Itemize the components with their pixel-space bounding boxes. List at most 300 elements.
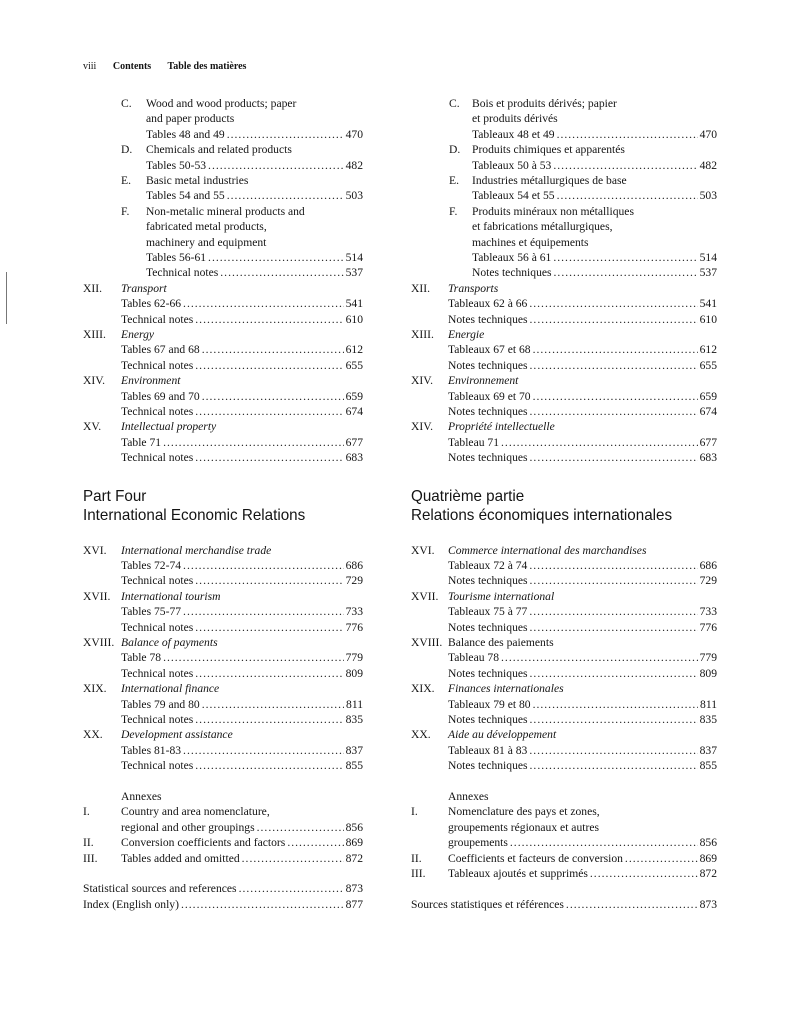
- toc-entry-text: Intellectual property: [121, 420, 217, 434]
- toc-entry: [411, 358, 717, 373]
- toc-entry-text: Produits chimiques et apparentés: [472, 143, 625, 157]
- dot-leader: [554, 265, 698, 280]
- toc-entry: [411, 681, 717, 696]
- toc-entry: [411, 697, 717, 712]
- toc-entry-page: 873: [699, 897, 717, 911]
- toc-entry-number: XV.: [83, 420, 102, 434]
- toc-entry-text: Index (English only): [83, 897, 179, 911]
- toc-entry-text: machines et équipements: [472, 235, 589, 249]
- toc-entry-text: Notes techniques: [448, 574, 528, 588]
- toc-entry-number: XVI.: [411, 543, 435, 557]
- dot-leader: [202, 697, 344, 712]
- toc-entry: [83, 96, 363, 111]
- toc-entry-text: Tables 56-61: [146, 251, 207, 264]
- toc-entry: [83, 558, 363, 573]
- toc-entry-text: Notes techniques: [448, 759, 528, 773]
- toc-entry-text: Tableaux 79 et 80: [448, 697, 531, 711]
- part-title-line-1: Quatrième partie: [411, 488, 525, 506]
- scan-edge-mark: [6, 272, 7, 324]
- dot-leader: [501, 650, 698, 665]
- dot-leader: [553, 158, 697, 173]
- toc-entry: [411, 312, 717, 327]
- toc-entry: [83, 327, 363, 342]
- toc-entry-page: 872: [699, 867, 717, 880]
- toc-entry-text: International tourism: [121, 589, 221, 603]
- toc-entry: [411, 265, 717, 280]
- toc-entry-text: Commerce international des marchandises: [448, 543, 647, 557]
- toc-entry-text: Notes techniques: [448, 666, 528, 680]
- toc-entry: [411, 743, 717, 758]
- toc-entry-text: Bois et produits dérivés; papier: [472, 97, 617, 110]
- toc-entry: [411, 188, 717, 203]
- toc-entry-text: Notes techniques: [448, 405, 528, 418]
- toc-entry-page: 677: [699, 435, 717, 449]
- toc-entry-page: 655: [699, 358, 717, 372]
- dot-leader: [195, 312, 343, 327]
- toc-entry: [411, 327, 717, 342]
- toc-entry: [83, 897, 363, 912]
- toc-entry-page: 612: [699, 343, 717, 357]
- toc-entry-page: 537: [699, 266, 717, 280]
- dot-leader: [183, 604, 344, 619]
- toc-entry-page: 659: [345, 389, 363, 403]
- toc-entry: [83, 589, 363, 604]
- toc-entry-number: D.: [449, 143, 461, 157]
- toc-entry-text: Finances internationales: [448, 682, 564, 696]
- toc-entry-text: Produits minéraux non métalliques: [472, 204, 634, 218]
- toc-entry: [411, 666, 717, 681]
- toc-entry: [83, 188, 363, 203]
- toc-entry-text: Notes techniques: [448, 620, 528, 634]
- toc-entry: [411, 296, 717, 311]
- dot-leader: [195, 758, 343, 773]
- dot-leader: [530, 312, 698, 327]
- toc-entry: [411, 589, 717, 604]
- toc-entry-text: Tableaux 48 et 49: [472, 127, 555, 141]
- dot-leader: [208, 250, 344, 265]
- part-title-line-2: Relations économiques internationales: [411, 507, 673, 525]
- toc-entry: [83, 650, 363, 665]
- dot-leader: [195, 712, 343, 727]
- toc-entry-page: 811: [346, 697, 363, 711]
- toc-entry-number: III.: [83, 851, 98, 865]
- dot-leader: [590, 866, 698, 881]
- dot-leader: [510, 835, 698, 850]
- toc-entry-text: Chemicals and related products: [146, 143, 292, 157]
- toc-entry-page: 470: [699, 127, 717, 141]
- toc-entry-page: 877: [345, 897, 363, 911]
- toc-entry-number: XVIII.: [83, 636, 115, 649]
- toc-entry-text: Transport: [121, 281, 167, 295]
- toc-entry: [411, 635, 717, 650]
- dot-leader: [533, 697, 698, 712]
- toc-entry-page: 514: [699, 251, 717, 264]
- toc-entry: [83, 450, 363, 465]
- toc-entry: [411, 235, 717, 250]
- dot-leader: [195, 450, 343, 465]
- toc-entry-number: XII.: [411, 281, 430, 295]
- dot-leader: [220, 265, 343, 280]
- toc-entry: [83, 543, 363, 558]
- toc-entry: [411, 142, 717, 157]
- toc-entry-page: 779: [345, 651, 363, 665]
- dot-leader: [183, 558, 344, 573]
- toc-entry-text: Technical notes: [121, 312, 194, 326]
- toc-entry: [411, 727, 717, 742]
- toc-entry-page: 674: [699, 405, 717, 418]
- toc-entry: [411, 111, 717, 126]
- dot-leader: [529, 743, 697, 758]
- toc-entry: [83, 712, 363, 727]
- toc-entry-text: Tables 54 and 55: [146, 189, 225, 203]
- toc-entry-page: 482: [345, 158, 363, 172]
- dot-leader: [163, 435, 344, 450]
- toc-entry-number: XX.: [83, 728, 103, 742]
- toc-entry-text: Sources statistiques et références: [411, 897, 564, 911]
- dot-leader: [208, 158, 344, 173]
- toc-entry-text: Technical notes: [121, 666, 194, 680]
- toc-entry-page: 470: [345, 127, 363, 141]
- toc-entry-text: Tableaux ajoutés et supprimés: [448, 867, 588, 880]
- toc-entry: [83, 881, 363, 896]
- toc-entry-text: groupements régionaux et autres: [448, 820, 599, 834]
- toc-entry-page: 729: [699, 574, 717, 588]
- toc-entry: [83, 666, 363, 681]
- toc-entry: [83, 758, 363, 773]
- toc-entry: [411, 127, 717, 142]
- running-header: [83, 61, 260, 72]
- toc-entry: [411, 897, 717, 912]
- toc-entry: [411, 389, 717, 404]
- part-heading-fr: [411, 487, 725, 525]
- dot-leader: [195, 620, 343, 635]
- toc-entry: [411, 789, 717, 804]
- toc-entry-text: Tables 67 and 68: [121, 343, 200, 357]
- toc-entry-text: Environment: [121, 374, 181, 388]
- dot-leader: [239, 881, 344, 896]
- toc-entry-number: F.: [121, 204, 130, 218]
- header-title-en: Contents: [112, 61, 152, 72]
- toc-entry-text: Tableaux 56 à 61: [472, 251, 552, 264]
- dot-leader: [530, 573, 698, 588]
- toc-entry: [411, 866, 717, 881]
- toc-entry-text: Environnement: [448, 374, 519, 388]
- toc-entry-page: 537: [345, 266, 363, 280]
- toc-entry: [411, 450, 717, 465]
- toc-entry-text: Tableaux 67 et 68: [448, 343, 531, 357]
- toc-entry: [411, 435, 717, 450]
- dot-leader: [530, 758, 698, 773]
- toc-entry-page: 856: [345, 820, 363, 834]
- toc-entry-text: Coefficients et facteurs de conversion: [448, 851, 623, 865]
- toc-entry: [83, 851, 363, 866]
- toc-entry: [83, 250, 363, 265]
- toc-entry-number: E.: [121, 174, 131, 187]
- toc-entry-text: Tableaux 62 à 66: [448, 297, 528, 311]
- toc-entry-text: Technical notes: [121, 713, 194, 726]
- toc-entry: [411, 712, 717, 727]
- toc-entry: [83, 219, 363, 234]
- toc-entry: [411, 558, 717, 573]
- toc-entry-text: Development assistance: [121, 728, 233, 742]
- toc-entry-number: II.: [83, 836, 94, 850]
- toc-entry-page: 733: [345, 605, 363, 619]
- toc-entry: [411, 158, 717, 173]
- dot-leader: [163, 650, 344, 665]
- page-number: viii: [83, 61, 97, 72]
- dot-leader: [530, 666, 698, 681]
- dot-leader: [195, 358, 343, 373]
- toc-entry-text: groupements: [448, 836, 508, 850]
- dot-leader: [529, 604, 697, 619]
- toc-entry-text: Notes techniques: [448, 358, 528, 372]
- toc-entry-number: E.: [449, 174, 459, 187]
- toc-entry: [83, 342, 363, 357]
- toc-entry-number: C.: [121, 97, 132, 110]
- toc-entry-text: et fabrications métallurgiques,: [472, 220, 613, 234]
- toc-entry-page: 835: [345, 713, 363, 726]
- dot-leader: [242, 851, 344, 866]
- toc-entry-text: Tableaux 50 à 53: [472, 158, 552, 172]
- toc-entry: [411, 758, 717, 773]
- toc-entry-number: XII.: [83, 281, 102, 295]
- toc-entry-number: XIX.: [411, 682, 435, 696]
- toc-entry-number: XIV.: [83, 374, 106, 388]
- toc-entry-page: 503: [345, 189, 363, 203]
- dot-leader: [202, 389, 344, 404]
- toc-entry-text: Annexes: [448, 790, 489, 803]
- toc-entry-number: III.: [411, 867, 426, 880]
- toc-entry-page: 482: [699, 158, 717, 172]
- toc-entry-number: C.: [449, 97, 460, 110]
- toc-entry: [83, 681, 363, 696]
- toc-entry-page: 514: [345, 251, 363, 264]
- toc-entry-number: XIII.: [83, 328, 106, 341]
- toc-entry-number: XVI.: [83, 543, 107, 557]
- toc-entry-text: Annexes: [121, 790, 162, 803]
- toc-entry: [83, 111, 363, 126]
- toc-entry: [83, 604, 363, 619]
- toc-entry: [83, 727, 363, 742]
- toc-entry-number: XVII.: [83, 589, 111, 603]
- toc-entry-text: Tableaux 69 et 70: [448, 389, 531, 403]
- toc-entry: [83, 373, 363, 388]
- toc-entry-text: Energy: [121, 328, 155, 341]
- toc-entry: [83, 312, 363, 327]
- toc-entry-page: 733: [699, 605, 717, 619]
- toc-entry: [83, 820, 363, 835]
- toc-entry-number: XVII.: [411, 589, 439, 603]
- toc-entry: [83, 620, 363, 635]
- dot-leader: [183, 296, 344, 311]
- dot-leader: [530, 712, 698, 727]
- dot-leader: [557, 188, 698, 203]
- toc-entry-text: Balance of payments: [121, 636, 218, 649]
- toc-entry-text: International merchandise trade: [121, 543, 272, 557]
- toc-entry-page: 855: [699, 759, 717, 773]
- toc-entry: [83, 404, 363, 419]
- toc-entry-text: Transports: [448, 281, 499, 295]
- toc-entry-page: 776: [345, 620, 363, 634]
- dot-leader: [227, 188, 344, 203]
- toc-entry-number: II.: [411, 851, 422, 865]
- toc-entry-number: I.: [411, 805, 418, 819]
- toc-entry-page: 856: [699, 836, 717, 850]
- toc-entry: [411, 173, 717, 188]
- toc-entry-page: 872: [345, 851, 363, 865]
- toc-entry: [83, 573, 363, 588]
- toc-entry-number: XX.: [411, 728, 431, 742]
- toc-entry-text: Tables 48 and 49: [146, 127, 225, 141]
- toc-entry-text: Technical notes: [121, 759, 194, 773]
- toc-entry: [411, 96, 717, 111]
- toc-entry-page: 659: [699, 389, 717, 403]
- toc-entry-text: Tourisme international: [448, 589, 555, 603]
- toc-entry: [411, 219, 717, 234]
- toc-entry-number: XVIII.: [411, 636, 443, 649]
- dot-leader: [530, 404, 698, 419]
- toc-entry-page: 612: [345, 343, 363, 357]
- toc-entry: [83, 296, 363, 311]
- toc-entry-text: Basic metal industries: [146, 174, 249, 187]
- toc-entry-text: Industries métallurgiques de base: [472, 174, 627, 187]
- toc-entry-page: 677: [345, 435, 363, 449]
- dot-leader: [533, 389, 698, 404]
- toc-entry-page: 655: [345, 358, 363, 372]
- dot-leader: [533, 342, 698, 357]
- toc-entry-text: regional and other groupings: [121, 820, 255, 834]
- toc-entry-text: Technical notes: [146, 266, 219, 280]
- dot-leader: [287, 835, 343, 850]
- dot-leader: [530, 450, 698, 465]
- toc-entry-text: machinery and equipment: [146, 235, 267, 249]
- dot-leader: [181, 897, 344, 912]
- toc-entry: [411, 804, 717, 819]
- dot-leader: [553, 250, 697, 265]
- toc-entry: [411, 851, 717, 866]
- toc-entry: [411, 373, 717, 388]
- toc-entry: [83, 804, 363, 819]
- part-title-line-1: Part Four: [83, 488, 147, 506]
- dot-leader: [195, 404, 343, 419]
- toc-entry: [83, 204, 363, 219]
- toc-entry-text: Statistical sources and references: [83, 882, 237, 896]
- toc-entry-text: Notes techniques: [448, 312, 528, 326]
- toc-entry-text: Notes techniques: [448, 451, 528, 465]
- toc-entry-number: I.: [83, 805, 90, 819]
- toc-entry-text: Energie: [448, 328, 485, 341]
- toc-entry-text: et produits dérivés: [472, 112, 558, 126]
- toc-entry: [83, 835, 363, 850]
- toc-entry-text: fabricated metal products,: [146, 220, 267, 234]
- toc-entry: [411, 250, 717, 265]
- toc-entry: [83, 265, 363, 280]
- toc-entry-text: Table 78: [121, 651, 162, 665]
- part-title-line-2: International Economic Relations: [83, 507, 306, 525]
- toc-entry-text: Propriété intellectuelle: [448, 420, 555, 434]
- toc-entry: [411, 543, 717, 558]
- dot-leader: [530, 620, 698, 635]
- toc-entry-text: Tableau 78: [448, 651, 500, 665]
- toc-entry-text: Tables 79 and 80: [121, 697, 200, 711]
- toc-entry-number: XIV.: [411, 420, 434, 434]
- toc-entry: [411, 204, 717, 219]
- toc-entry: [83, 743, 363, 758]
- toc-entry: [83, 358, 363, 373]
- toc-entry-page: 610: [345, 312, 363, 326]
- toc-entry-text: Country and area nomenclature,: [121, 805, 270, 819]
- toc-entry-text: Tables 62-66: [121, 297, 182, 311]
- dot-leader: [625, 851, 698, 866]
- dot-leader: [501, 435, 698, 450]
- toc-entry: [83, 235, 363, 250]
- toc-entry-page: 610: [699, 312, 717, 326]
- toc-entry-text: Tableaux 75 à 77: [448, 605, 528, 619]
- toc-entry: [411, 573, 717, 588]
- toc-entry-text: Notes techniques: [448, 713, 528, 726]
- toc-entry-text: Tableaux 81 à 83: [448, 743, 528, 757]
- dot-leader: [529, 558, 697, 573]
- dot-leader: [195, 573, 343, 588]
- toc-entry: [411, 342, 717, 357]
- toc-entry: [83, 697, 363, 712]
- toc-entry: [411, 835, 717, 850]
- toc-entry-page: 811: [700, 697, 717, 711]
- toc-entry-page: 674: [345, 405, 363, 418]
- toc-entry-text: Wood and wood products; paper: [146, 97, 297, 110]
- toc-entry-number: XIII.: [411, 328, 434, 341]
- toc-entry-text: Technical notes: [121, 451, 194, 465]
- toc-entry-text: Conversion coefficients and factors: [121, 836, 286, 850]
- toc-entry: [83, 419, 363, 434]
- toc-entry-text: Tables added and omitted: [121, 851, 240, 865]
- toc-entry-page: 809: [699, 666, 717, 680]
- toc-entry-page: 837: [345, 743, 363, 757]
- dot-leader: [530, 358, 698, 373]
- toc-entry-page: 729: [345, 574, 363, 588]
- dot-leader: [566, 897, 698, 912]
- toc-entry-text: Tables 69 and 70: [121, 389, 200, 403]
- toc-entry-text: Tables 72-74: [121, 559, 182, 572]
- toc-entry-page: 835: [699, 713, 717, 726]
- toc-entry-page: 809: [345, 666, 363, 680]
- toc-entry-text: Technical notes: [121, 405, 194, 418]
- toc-entry-page: 855: [345, 759, 363, 773]
- toc-entry-number: XIV.: [411, 374, 434, 388]
- toc-entry: [411, 404, 717, 419]
- toc-entry: [83, 635, 363, 650]
- toc-entry-text: Technical notes: [121, 574, 194, 588]
- toc-entry-text: Technical notes: [121, 358, 194, 372]
- toc-entry-page: 503: [699, 189, 717, 203]
- toc-entry-text: Technical notes: [121, 620, 194, 634]
- header-title-fr: Table des matières: [167, 61, 247, 72]
- toc-entry-text: and paper products: [146, 112, 235, 126]
- toc-entry-page: 869: [345, 836, 363, 850]
- toc-entry: [411, 281, 717, 296]
- toc-entry-number: XIX.: [83, 682, 107, 696]
- toc-entry-text: Nomenclature des pays et zones,: [448, 805, 600, 819]
- toc-entry-text: Tableaux 54 et 55: [472, 189, 555, 203]
- toc-entry: [83, 281, 363, 296]
- toc-entry: [83, 127, 363, 142]
- dot-leader: [557, 127, 698, 142]
- toc-entry: [83, 789, 363, 804]
- toc-entry-text: Tables 75-77: [121, 605, 182, 619]
- dot-leader: [227, 127, 344, 142]
- part-heading-en: [83, 487, 397, 525]
- dot-leader: [183, 743, 344, 758]
